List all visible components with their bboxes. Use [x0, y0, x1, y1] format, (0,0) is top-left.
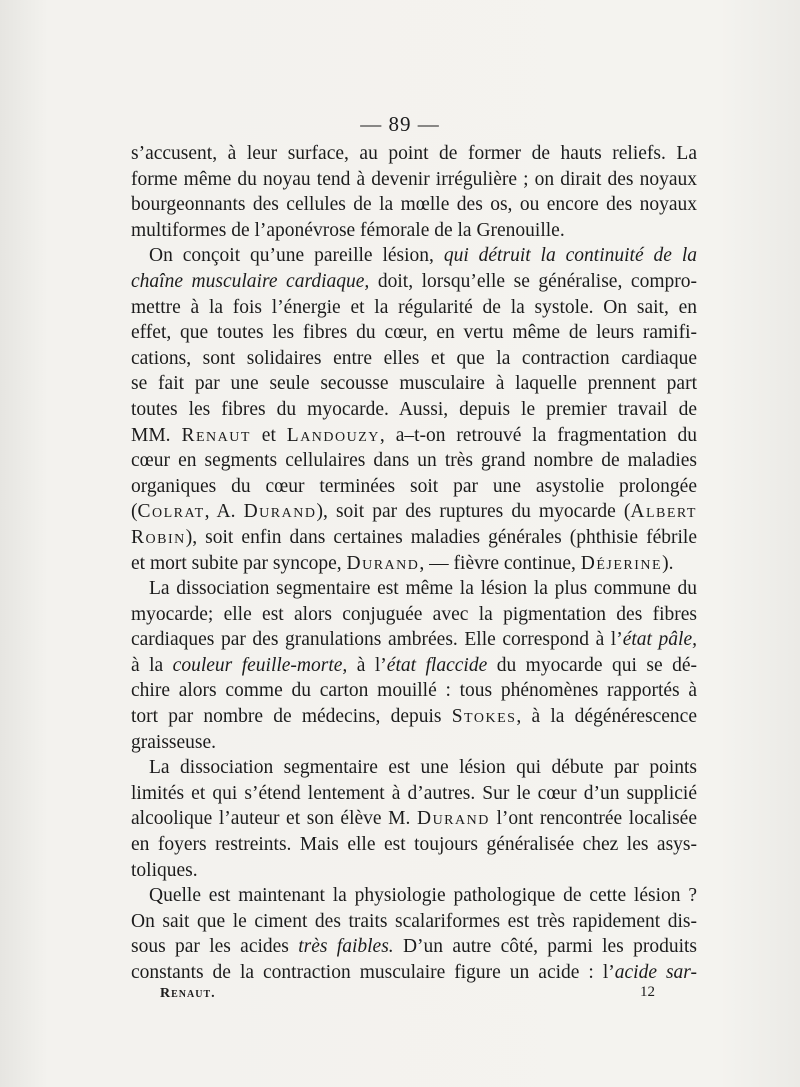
- text-run: D’un autre côté, parmi les produits: [393, 936, 697, 958]
- text-line: [131, 909, 697, 935]
- author-name: Durand: [346, 552, 420, 574]
- author-name: Renaut: [181, 424, 251, 446]
- text-run: La dissociation segmentaire est une lésion qui débute par points: [149, 757, 697, 779]
- text-line: [131, 858, 697, 884]
- page-footer: [160, 986, 660, 1002]
- text-line: [131, 474, 697, 500]
- emphasis-text: chaîne musculaire cardiaque,: [131, 270, 370, 292]
- author-name: Stokes: [451, 706, 517, 728]
- text-run: l’ont rencontrée localisée: [489, 808, 697, 830]
- text-run: , — fièvre continue,: [419, 552, 581, 574]
- text-run: limités et qui s’étend lentement à d’autres. Sur le cœur d’un supplicié: [131, 782, 697, 804]
- text-run: effet, que toutes les fibres du cœur, en vertu même de leurs ramifi-: [131, 322, 697, 344]
- text-run: sous par les acides: [131, 936, 299, 958]
- text-run: (: [131, 501, 138, 523]
- text-run: Quelle est maintenant la physiologie pathologique de cette lésion ?: [149, 885, 697, 907]
- author-name: Albert: [630, 501, 697, 523]
- text-run: graisseuse.: [131, 731, 217, 753]
- text-line: [131, 320, 697, 346]
- text-run: La dissociation segmentaire est même la lésion la plus commune du: [149, 578, 697, 600]
- text-run: doit, lorsqu’elle se généralise, compro-: [369, 270, 697, 292]
- text-run: ), soit par des ruptures du myocarde (: [316, 501, 631, 523]
- text-line: [131, 192, 697, 218]
- text-run: MM.: [131, 424, 182, 446]
- text-run: cardiaques par des granulations ambrées. Elle correspond à l’: [131, 629, 623, 651]
- text-line: [131, 243, 697, 269]
- text-run: chire alors comme du carton mouillé : tous phénomènes rapportés à: [131, 680, 697, 702]
- text-run: du myocarde qui se dé-: [487, 654, 697, 676]
- text-run: bourgeonnants des cellules de la mœlle des os, ou encore des noyaux: [131, 194, 697, 216]
- emphasis-text: couleur feuille-morte,: [172, 654, 348, 676]
- text-line: [131, 576, 697, 602]
- author-name: Robin: [131, 526, 186, 548]
- text-line: [131, 704, 697, 730]
- text-line: [131, 602, 697, 628]
- text-line: [131, 755, 697, 781]
- text-line: [131, 832, 697, 858]
- body-text: [131, 141, 697, 986]
- text-line: [131, 960, 697, 986]
- text-run: , a–t-on retrouvé la fragmentation du: [379, 424, 697, 446]
- signature-mark: Renaut.: [160, 986, 216, 1001]
- text-run: , à la dégénérescence: [516, 706, 697, 728]
- text-line: [131, 781, 697, 807]
- text-run: toliques.: [131, 859, 198, 881]
- text-line: [131, 141, 697, 167]
- text-run: alcoolique l’auteur et son élève M.: [131, 808, 417, 830]
- text-run: et mort subite par syncope,: [131, 552, 347, 574]
- text-run: à l’: [347, 654, 387, 676]
- text-run: On sait que le ciment des traits scalariformes est très rapidement dis-: [131, 910, 697, 932]
- text-run: , A.: [204, 501, 244, 523]
- text-line: [131, 423, 697, 449]
- text-line: [131, 295, 697, 321]
- text-run: tort par nombre de médecins, depuis: [131, 706, 452, 728]
- text-run: forme même du noyau tend à devenir irrégulière ; on dirait des noyaux: [131, 168, 697, 190]
- text-run: ), soit enfin dans certaines maladies générales (phthisie fébrile: [185, 526, 697, 548]
- emphasis-text: acide sar-: [614, 962, 697, 983]
- sheet-number: 12: [640, 984, 655, 1000]
- text-run: constants de la contraction musculaire figure un acide : l’: [131, 962, 615, 983]
- emphasis-text: très faibles.: [298, 936, 394, 958]
- text-line: [131, 167, 697, 193]
- text-line: [131, 653, 697, 679]
- text-line: [131, 448, 697, 474]
- author-name: Colrat: [137, 501, 205, 523]
- text-line: [131, 678, 697, 704]
- text-line: [131, 269, 697, 295]
- author-name: Durand: [416, 808, 490, 830]
- page-number: — 89 —: [360, 112, 440, 136]
- text-run: en foyers restreints. Mais elle est toujours généralisée chez les asys-: [131, 834, 697, 856]
- text-line: [131, 346, 697, 372]
- emphasis-text: qui détruit la continuité de la: [443, 245, 697, 267]
- author-name: Durand: [243, 501, 317, 523]
- text-run: On conçoit qu’une pareille lésion,: [149, 245, 444, 267]
- text-line: [131, 627, 697, 653]
- text-run: mettre à la fois l’énergie et la régularité de la systole. On sait, en: [131, 296, 697, 318]
- text-line: [131, 883, 697, 909]
- text-run: cations, sont solidaires entre elles et que la contraction cardiaque: [131, 347, 697, 369]
- text-run: organiques du cœur terminées soit par une asystolie prolongée: [131, 475, 697, 497]
- author-name: Déjerine: [580, 552, 663, 574]
- text-run: toutes les fibres du myocarde. Aussi, depuis le premier travail de: [131, 398, 697, 420]
- text-line: [131, 218, 697, 244]
- emphasis-text: état pâle,: [622, 629, 697, 651]
- text-run: et: [250, 424, 287, 446]
- text-run: se fait par une seule secousse musculaire à laquelle prennent part: [131, 373, 697, 395]
- text-line: [131, 525, 697, 551]
- text-line: [131, 730, 697, 756]
- text-line: [131, 499, 697, 525]
- text-run: myocarde; elle est alors conjuguée avec la pigmentation des fibres: [131, 603, 697, 625]
- emphasis-text: état flaccide: [386, 654, 488, 676]
- text-run: s’accusent, à leur surface, au point de former de hauts reliefs. La: [131, 143, 697, 164]
- text-line: [131, 806, 697, 832]
- author-name: Landouzy: [286, 424, 380, 446]
- text-run: à la: [131, 654, 173, 676]
- text-line: [131, 397, 697, 423]
- text-run: cœur en segments cellulaires dans un très grand nombre de maladies: [131, 450, 697, 472]
- text-run: ).: [662, 552, 674, 574]
- text-run: multiformes de l’aponévrose fémorale de la Grenouille.: [131, 219, 565, 241]
- text-line: [131, 371, 697, 397]
- text-line: [131, 551, 697, 577]
- text-line: [131, 934, 697, 960]
